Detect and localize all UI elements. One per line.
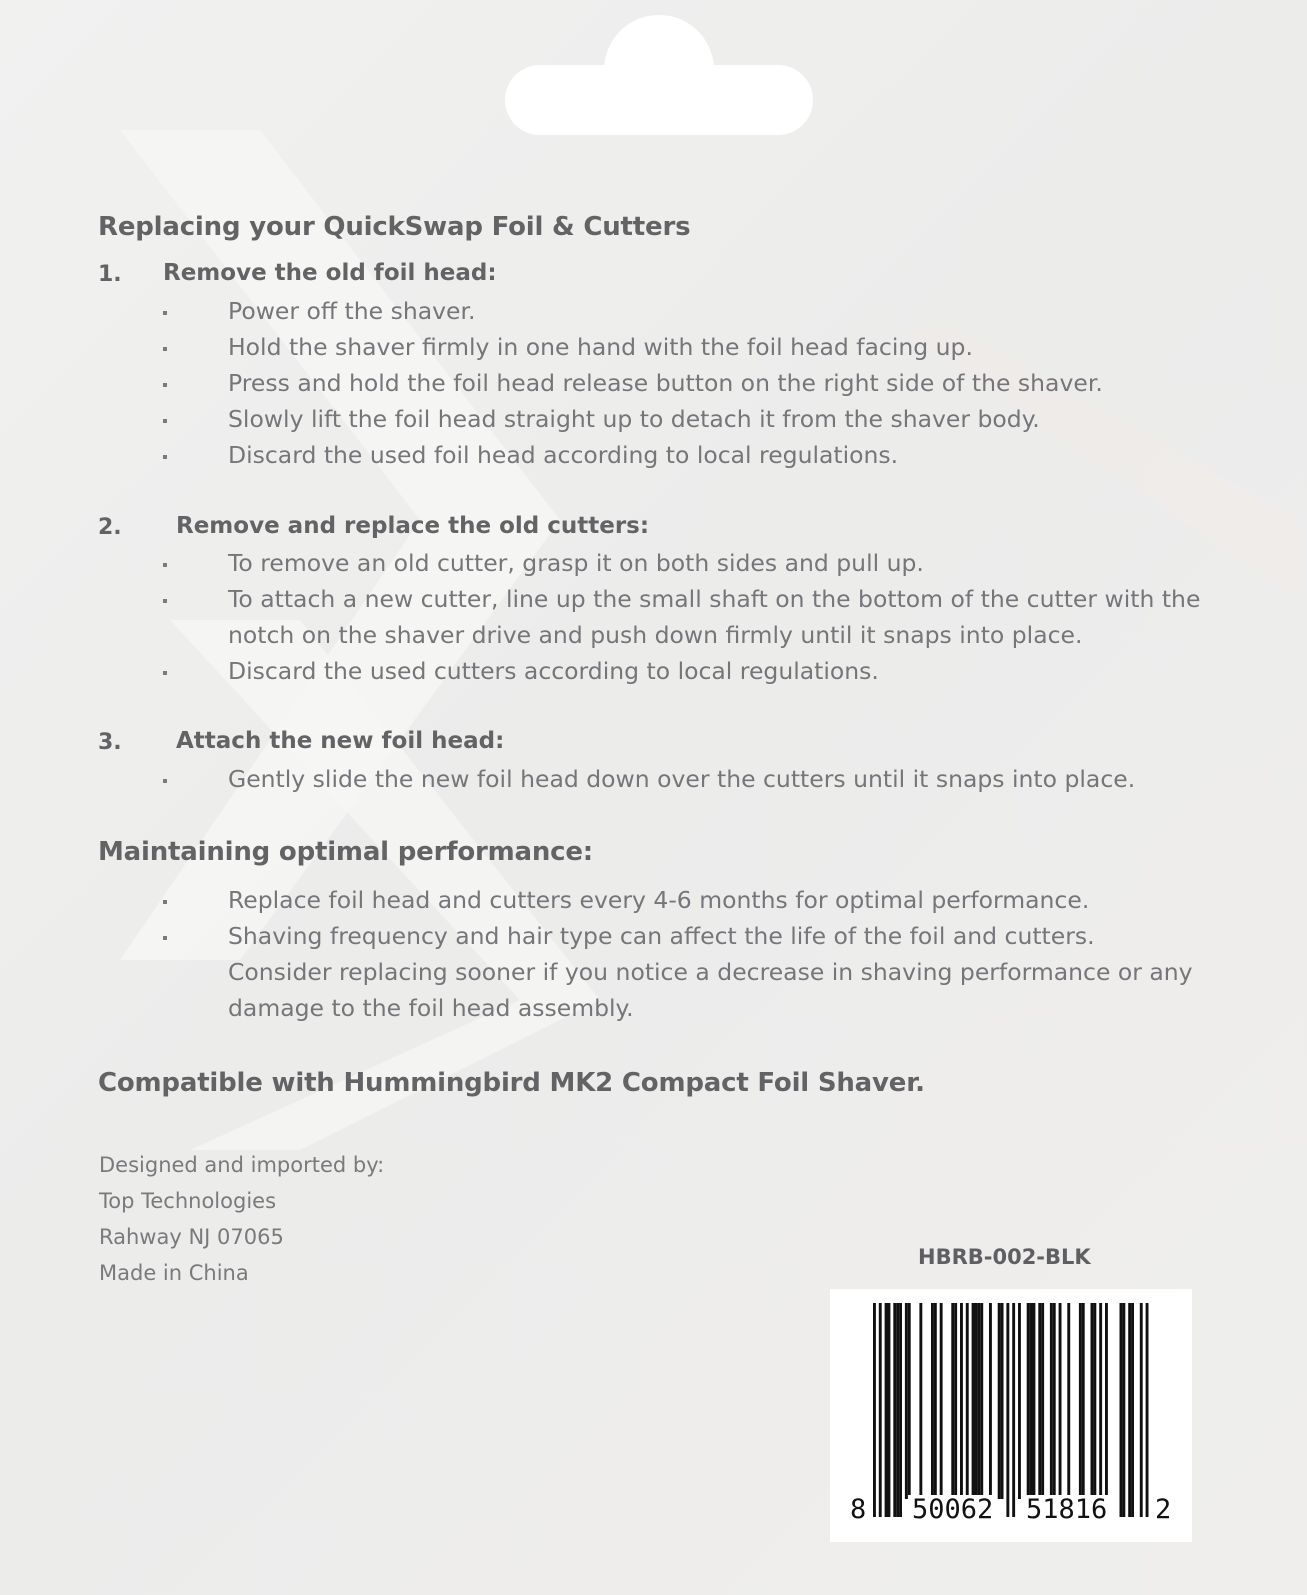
barcode-bar <box>951 1303 954 1499</box>
barcode-bar <box>905 1303 908 1499</box>
barcode-bar <box>940 1303 943 1499</box>
barcode-bar <box>888 1303 891 1517</box>
barcode-bar <box>1120 1303 1123 1517</box>
barcode-bars <box>830 1289 1192 1542</box>
barcode-bar <box>975 1303 978 1499</box>
bullet-icon <box>163 936 167 940</box>
barcode-bar <box>977 1303 980 1499</box>
step-3-number: 3. <box>98 730 122 755</box>
bullet-icon <box>163 419 167 423</box>
barcode-bar <box>879 1303 882 1517</box>
barcode-bar <box>931 1303 934 1499</box>
step-1-title: Remove the old foil head: <box>163 260 497 286</box>
barcode-bar <box>896 1303 899 1517</box>
sku-code: HBRB-002-BLK <box>918 1245 1091 1269</box>
maintain-heading: Maintaining optimal performance: <box>98 837 593 867</box>
bullet-icon <box>163 563 167 567</box>
step-2-title: Remove and replace the old cutters: <box>176 513 650 539</box>
importer-address: Rahway NJ 07065 <box>99 1225 284 1249</box>
barcode-right-digits: 51816 <box>1022 1495 1111 1525</box>
step-1-bullet: Press and hold the foil head release button on the right side of the shaver. <box>228 369 1103 397</box>
barcode-bar <box>908 1303 911 1499</box>
barcode-bar <box>1079 1303 1082 1499</box>
bullet-icon <box>163 599 167 603</box>
barcode-bar <box>1053 1303 1056 1499</box>
barcode-bar <box>980 1303 983 1499</box>
importer-label: Designed and imported by: <box>99 1153 385 1177</box>
step-1-bullet: Discard the used foil head according to local regulations. <box>228 441 899 469</box>
barcode-bar <box>893 1303 896 1517</box>
maintain-bullet-continued: damage to the foil head assembly. <box>228 994 634 1022</box>
barcode-bar <box>934 1303 937 1499</box>
barcode-bar <box>1131 1303 1134 1517</box>
barcode-bar <box>1099 1303 1102 1499</box>
barcode-check-digit: 2 <box>1155 1494 1172 1525</box>
importer-company: Top Technologies <box>99 1189 277 1213</box>
barcode-bar <box>998 1303 1001 1499</box>
maintain-bullet: Shaving frequency and hair type can affect the life of the foil and cutters. <box>228 922 1095 950</box>
barcode-bar <box>1105 1303 1108 1499</box>
barcode-bar <box>972 1303 975 1499</box>
barcode-bar <box>954 1303 957 1499</box>
barcode-bar <box>1128 1303 1131 1517</box>
step-2-bullet: To remove an old cutter, grasp it on both sides and pull up. <box>228 549 924 577</box>
barcode-first-digit: 8 <box>850 1494 867 1525</box>
barcode-bar <box>1027 1303 1030 1499</box>
barcode-bar <box>989 1303 992 1499</box>
barcode-bar <box>919 1303 922 1499</box>
barcode-bar <box>1091 1303 1094 1499</box>
barcode-bar <box>1122 1303 1125 1517</box>
barcode-bar <box>960 1303 963 1499</box>
barcode-bar <box>1018 1303 1021 1499</box>
barcode <box>830 1289 1192 1542</box>
bullet-icon <box>163 779 167 783</box>
step-3-bullet: Gently slide the new foil head down over the cutters until it snaps into place. <box>228 765 1136 793</box>
barcode-bar <box>1067 1303 1070 1499</box>
barcode-bar <box>1030 1303 1033 1499</box>
barcode-bar <box>885 1303 888 1517</box>
bullet-icon <box>163 900 167 904</box>
compatibility-note: Compatible with Hummingbird MK2 Compact Foil Shaver. <box>98 1068 925 1098</box>
barcode-bar <box>966 1303 969 1499</box>
step-2-bullet-continued: notch on the shaver drive and push down firmly until it snaps into place. <box>228 621 1083 649</box>
barcode-bar <box>1146 1303 1149 1517</box>
barcode-bar <box>873 1303 876 1517</box>
barcode-bar <box>1050 1303 1053 1499</box>
barcode-bar <box>1006 1303 1009 1517</box>
barcode-bar <box>899 1303 902 1517</box>
step-1-bullet: Slowly lift the foil head straight up to detach it from the shaver body. <box>228 405 1040 433</box>
bullet-icon <box>163 455 167 459</box>
barcode-bar <box>1041 1303 1044 1499</box>
country-of-origin: Made in China <box>99 1261 249 1285</box>
step-2-bullet: Discard the used cutters according to local regulations. <box>228 657 879 685</box>
barcode-bar <box>1140 1303 1143 1517</box>
step-1-bullet: Hold the shaver firmly in one hand with the foil head facing up. <box>228 333 973 361</box>
step-1-bullet: Power off the shaver. <box>228 297 476 325</box>
barcode-bar <box>1012 1303 1015 1517</box>
barcode-left-digits: 50062 <box>908 1495 997 1525</box>
bullet-icon <box>163 671 167 675</box>
step-2-bullet: To attach a new cutter, line up the small shaft on the bottom of the cutter with the <box>228 585 1201 613</box>
maintain-bullet: Replace foil head and cutters every 4-6 months for optimal performance. <box>228 886 1090 914</box>
bullet-icon <box>163 311 167 315</box>
maintain-bullet-continued: Consider replacing sooner if you notice a decrease in shaving performance or any <box>228 958 1193 986</box>
bullet-icon <box>163 347 167 351</box>
barcode-bar <box>1001 1303 1004 1499</box>
step-1-number: 1. <box>98 262 122 287</box>
bullet-icon <box>163 383 167 387</box>
step-3-title: Attach the new foil head: <box>176 728 505 754</box>
barcode-bar <box>1038 1303 1041 1499</box>
barcode-bar <box>1082 1303 1085 1499</box>
replace-heading: Replacing your QuickSwap Foil & Cutters <box>98 212 691 242</box>
barcode-bar <box>1033 1303 1036 1499</box>
barcode-bar <box>1093 1303 1096 1499</box>
step-2-number: 2. <box>98 515 122 540</box>
barcode-bar <box>1059 1303 1062 1499</box>
